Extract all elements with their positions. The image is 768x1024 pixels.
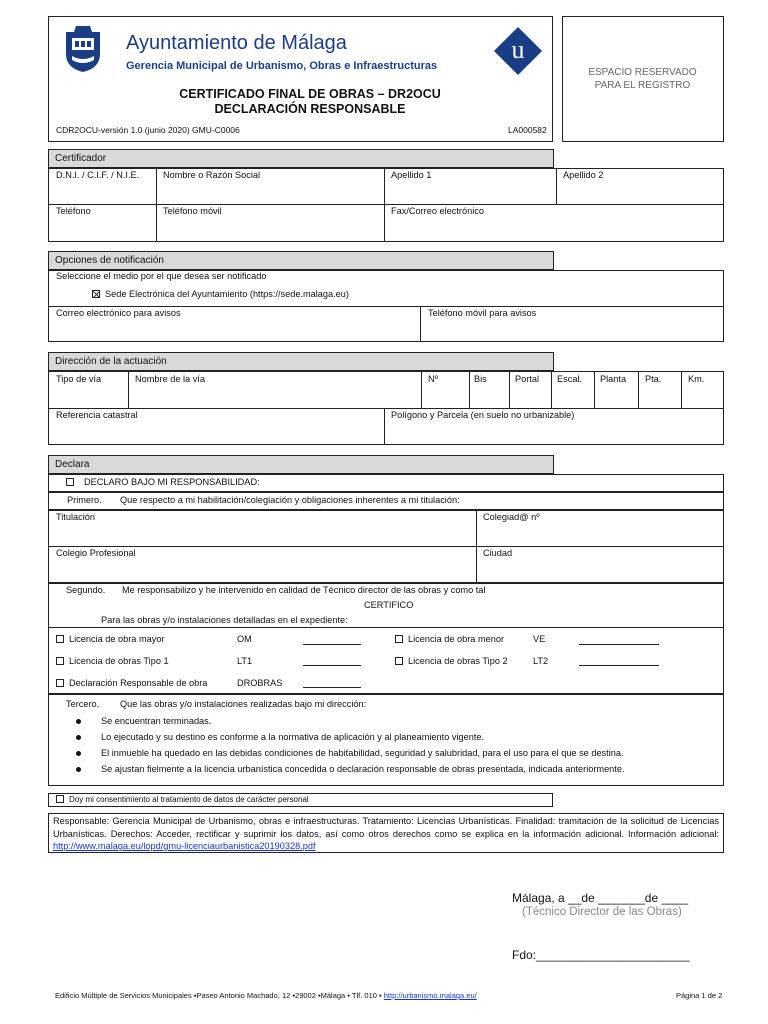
lt1-code: LT1 [237, 656, 253, 666]
certificador-grid [48, 168, 724, 242]
signature-role: (Técnico Director de las Obras) [522, 906, 682, 918]
correo-avisos-field[interactable]: Correo electrónico para avisos [56, 308, 181, 318]
city-crest-icon [62, 24, 104, 74]
licencia-tipo2-checkbox[interactable] [395, 657, 403, 665]
tipo-via-field[interactable]: Tipo de vía [56, 374, 102, 384]
ciudad-field[interactable]: Ciudad [483, 548, 513, 558]
footer-address: Edificio Múltiple de Servicios Municipales ▪Paseo Antonio Machado, 12 ▪29002 ▪Málaga ▪ Tlf. 010 ▪ [55, 991, 382, 1000]
licencia-mayor-checkbox[interactable] [56, 635, 64, 643]
sede-option[interactable] [92, 289, 349, 299]
movil-field[interactable]: Teléfono móvil [163, 206, 222, 216]
consent-option[interactable] [56, 795, 309, 804]
bullet-icon [76, 767, 81, 772]
colegiado-field[interactable]: Colegiad@ nº [483, 512, 540, 522]
consent-checkbox[interactable] [56, 795, 64, 803]
nombre-field[interactable]: Nombre o Razón Social [163, 170, 261, 180]
declaro-label: DECLARO BAJO MI RESPONSABILIDAD: [84, 477, 260, 487]
lt2-number-field[interactable] [579, 665, 659, 666]
declaro-checkbox[interactable] [66, 478, 74, 486]
notification-prompt: Seleccione el medio por el que desea ser notificado [56, 271, 267, 281]
licencia-mayor-label: Licencia de obra mayor [69, 634, 165, 644]
sede-checkbox[interactable] [92, 290, 100, 298]
km-field[interactable]: Km. [688, 374, 705, 384]
tercero-label: Tercero. [66, 699, 100, 709]
apellido1-field[interactable]: Apellido 1 [391, 170, 432, 180]
org-subtitle: Gerencia Municipal de Urbanismo, Obras e Infraestructuras [126, 60, 438, 72]
bullet-item: Lo ejecutado y su destino es conforme a la normativa de aplicación y al planeamiento vigente. [101, 732, 485, 742]
licencia-tipo1-option[interactable] [56, 656, 169, 666]
licencia-tipo2-option[interactable] [395, 656, 508, 666]
signature-field[interactable]: Fdo:_______________________ [512, 948, 690, 962]
licencia-menor-checkbox[interactable] [395, 635, 403, 643]
bullet-icon [76, 735, 81, 740]
svg-text:u: u [511, 35, 525, 64]
declaracion-obra-option[interactable] [56, 678, 207, 688]
university-logo-icon [487, 20, 549, 82]
registry-label: ESPACIO RESERVADO PARA EL REGISTRO [588, 67, 697, 91]
primero-text: Que respecto a mi habilitación/colegiación y obligaciones inherentes a mi titulación: [120, 495, 460, 505]
licencia-menor-label: Licencia de obra menor [408, 634, 505, 644]
para-obras-text: Para las obras y/o instalaciones detalladas en el expediente: [101, 615, 348, 625]
declaro-option[interactable] [66, 477, 260, 487]
sede-label: Sede Electrónica del Ayuntamiento (https://sede.malaga.eu) [105, 289, 349, 299]
org-name: Ayuntamiento de Málaga [126, 32, 347, 54]
form-version: CDR2OCU-versión 1.0 (junio 2020) GMU-C0006 [56, 125, 240, 135]
licencia-menor-option[interactable] [395, 634, 504, 644]
form-subtitle: DECLARACIÓN RESPONSABLE [214, 102, 406, 116]
lt2-code: LT2 [533, 656, 549, 666]
consent-label: Doy mi consentimiento al tratamiento de datos de carácter personal [69, 795, 309, 804]
ref-catastral-field[interactable]: Referencia catastral [56, 410, 138, 420]
ve-code: VE [533, 634, 546, 644]
om-number-field[interactable] [303, 644, 361, 645]
apellido2-field[interactable]: Apellido 2 [563, 170, 604, 180]
puerta-field[interactable]: Pta. [645, 374, 662, 384]
bullet-item: Se ajustan fielmente a la licencia urbanística concedida o declaración responsable de obras presentada, indicada anteriormente. [101, 764, 625, 774]
drobras-code: DROBRAS [237, 678, 283, 688]
drobras-number-field[interactable] [303, 687, 361, 688]
primero-label: Primero. [67, 495, 102, 505]
dni-field[interactable]: D.N.I. / C.I.F. / N.I.E. [56, 170, 140, 180]
declaracion-obra-checkbox[interactable] [56, 679, 64, 687]
movil-avisos-field[interactable]: Teléfono móvil para avisos [428, 308, 537, 318]
poligono-field[interactable]: Polígono y Parcela (en suelo no urbanizable) [391, 410, 575, 420]
titulacion-field[interactable]: Titulación [56, 512, 95, 522]
section-notificacion: Opciones de notificación [48, 251, 554, 270]
section-declara: Declara [48, 455, 554, 474]
legal-text-block [53, 815, 719, 853]
telefono-field[interactable]: Teléfono [56, 206, 91, 216]
fax-email-field[interactable]: Fax/Correo electrónico [391, 206, 484, 216]
legal-info-link[interactable]: http://www.malaga.eu/lopd/gmu-licenciaurbanistica20190328.pdf [53, 841, 316, 851]
bullet-icon [76, 719, 81, 724]
om-code: OM [237, 634, 252, 644]
declaracion-obra-label: Declaración Responsable de obra [69, 678, 208, 688]
section-direccion: Dirección de la actuación [48, 352, 554, 371]
form-code: LA000582 [508, 125, 547, 135]
footer-address-line [55, 991, 477, 1000]
numero-field[interactable]: Nº [428, 374, 438, 384]
portal-field[interactable]: Portal [515, 374, 540, 384]
bis-field[interactable]: Bis [474, 374, 487, 384]
ve-number-field[interactable] [579, 644, 659, 645]
segundo-text: Me responsabilizo y he intervenido en calidad de Técnico director de las obras y como tal [122, 585, 486, 595]
footer-url-link[interactable]: http://urbanismo.malaga.eu/ [383, 991, 477, 1000]
bullet-item: El inmueble ha quedado en las debidas condiciones de habitabilidad, seguridad y salubridad, para el uso para el que se destina. [101, 748, 624, 758]
bullet-item: Se encuentran terminadas. [101, 716, 212, 726]
lt1-number-field[interactable] [303, 665, 361, 666]
tercero-text: Que las obras y/o instalaciones realizadas bajo mi dirección: [120, 699, 367, 709]
bullet-icon [76, 751, 81, 756]
licencia-tipo1-label: Licencia de obras Tipo 1 [69, 656, 169, 666]
form-title: CERTIFICADO FINAL DE OBRAS – DR2OCU [179, 87, 441, 101]
escalera-field[interactable]: Escal. [557, 374, 583, 384]
licencia-tipo2-label: Licencia de obras Tipo 2 [408, 656, 508, 666]
section-certificador: Certificador [48, 149, 554, 168]
licencia-mayor-option[interactable] [56, 634, 165, 644]
planta-field[interactable]: Planta [600, 374, 627, 384]
page-number: Página 1 de 2 [676, 991, 723, 1000]
colegio-field[interactable]: Colegio Profesional [56, 548, 136, 558]
certifico-heading: CERTIFICO [364, 600, 414, 610]
licencia-tipo1-checkbox[interactable] [56, 657, 64, 665]
signature-date[interactable]: Málaga, a __de _______de ____ [512, 891, 689, 905]
segundo-label: Segundo. [66, 585, 106, 595]
legal-text: Responsable: Gerencia Municipal de Urbanismo, obras e infraestructuras. Tratamiento: Licencias Urbanísticas. Finalidad: tramitación de la solicitud de Licencias Urbanísticas. Derechos: Acceder, rectificar y suprimir los datos, así como otros derechos como se explica en la información adicional. Información adicional: [53, 816, 719, 839]
nombre-via-field[interactable]: Nombre de la vía [135, 374, 205, 384]
